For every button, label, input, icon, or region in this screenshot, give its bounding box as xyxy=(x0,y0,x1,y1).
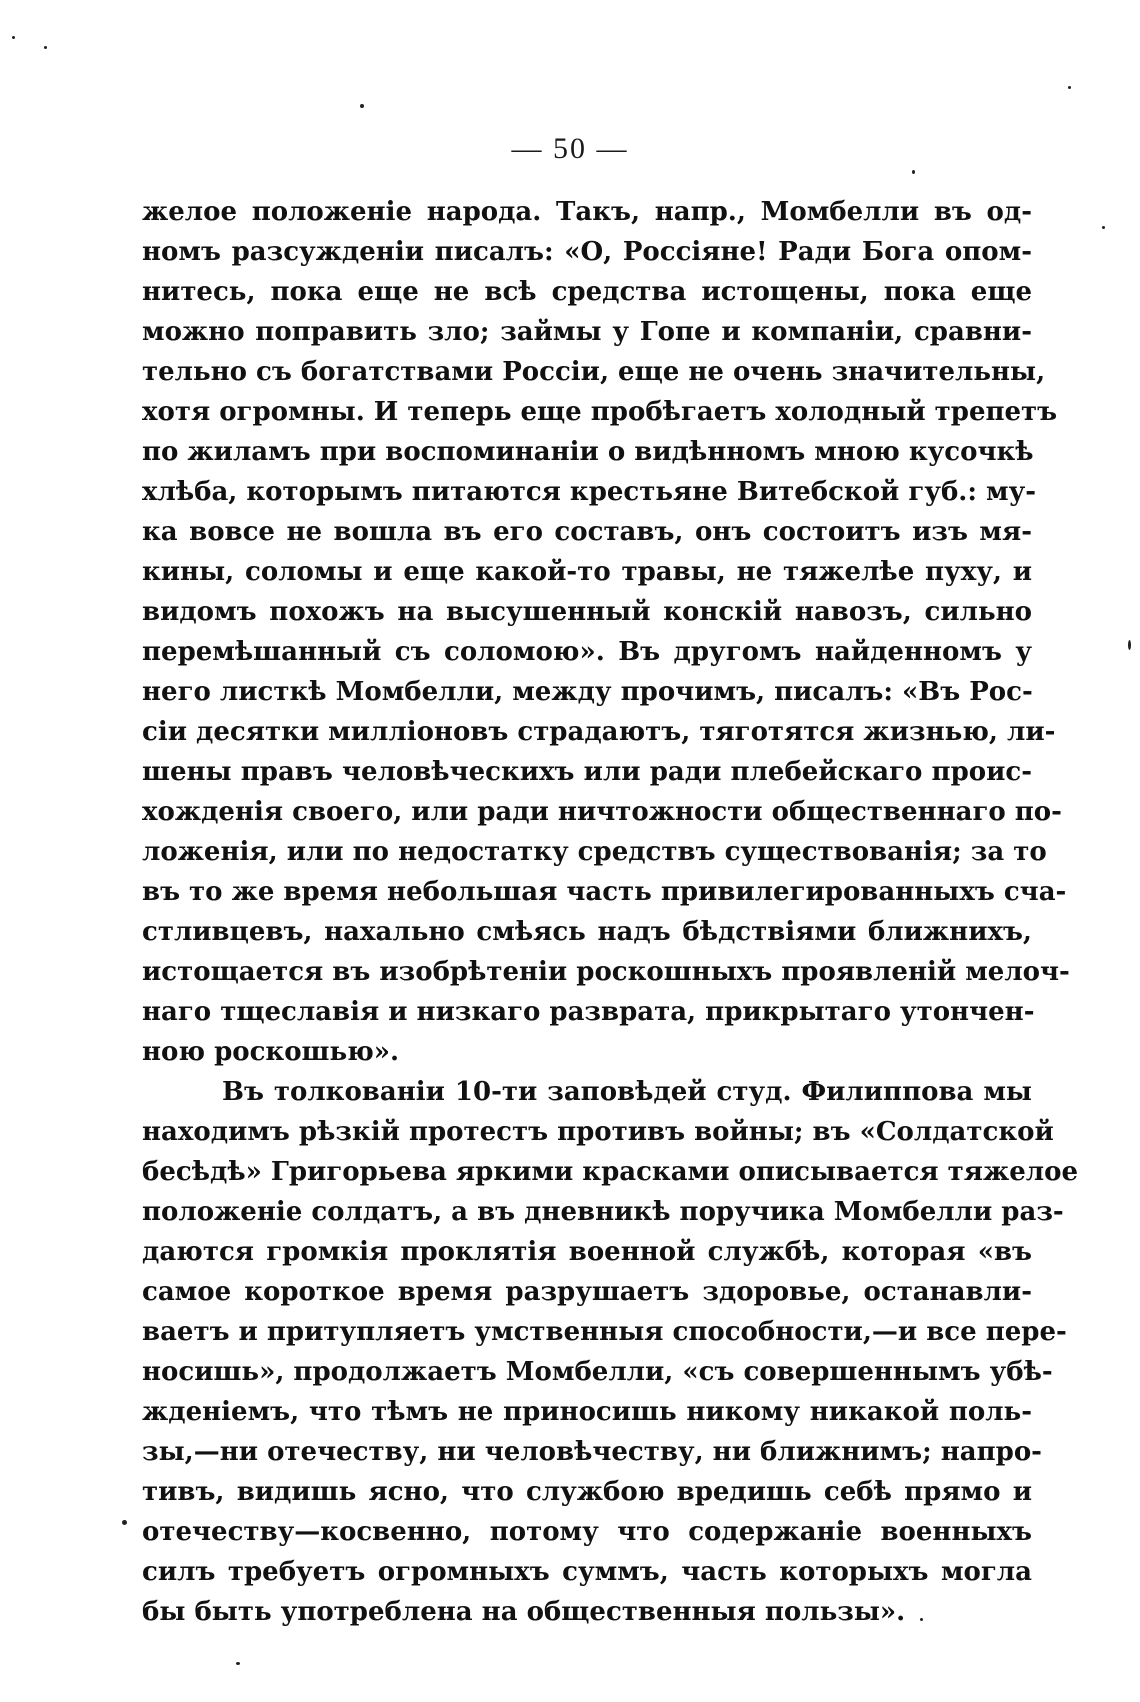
text-line: желое положенiе народа. Такъ, напр., Момбелли въ од- xyxy=(142,197,1032,227)
scan-speck xyxy=(44,46,47,49)
text-line: даются громкiя проклятiя военной службѣ, которая «въ xyxy=(142,1237,1032,1267)
scan-speck xyxy=(236,1662,240,1665)
scan-speck xyxy=(912,170,915,174)
scan-speck xyxy=(1068,86,1071,89)
text-line: зы,—ни отечеству, ни человѣчеству, ни ближнимъ; напро- xyxy=(142,1437,1042,1467)
text-line: него листкѣ Момбелли, между прочимъ, писалъ: «Въ Рос- xyxy=(142,677,1033,707)
page-number: — 50 — xyxy=(511,132,629,165)
text-line: бесѣдѣ» Григорьева яркими красками описывается тяжелое xyxy=(142,1157,1079,1187)
paragraph-2 xyxy=(142,1072,1079,1632)
scan-speck xyxy=(360,104,364,108)
text-line: кины, соломы и еще какой-то травы, не тяжелѣе пуху, и xyxy=(142,557,1032,587)
text-line: сiи десятки миллiоновъ страдаютъ, тяготятся жизнью, ли- xyxy=(142,717,1056,747)
scan-speck xyxy=(12,36,15,39)
paragraph-1 xyxy=(142,192,1070,1072)
scan-speck xyxy=(1102,226,1105,229)
scan-speck xyxy=(920,1618,923,1621)
text-line: самое короткое время разрушаетъ здоровье, останавли- xyxy=(142,1277,1032,1307)
text-line: ка вовсе не вошла въ его составъ, онъ состоитъ изъ мя- xyxy=(142,517,1032,547)
text-line: перемѣшанный съ соломою». Въ другомъ найденномъ у xyxy=(142,637,1032,667)
text-line: Въ толкованiи 10-ти заповѣдей студ. Филиппова мы xyxy=(222,1077,1032,1107)
text-line: наго тщеславiя и низкаго разврата, прикрытаго утончен- xyxy=(142,997,1035,1027)
body-text xyxy=(142,192,1079,1632)
text-line: номъ разсужденiи писалъ: «О, Россiяне! Ради Бога опом- xyxy=(142,237,1032,267)
text-line: жденiемъ, что тѣмъ не приносишь никому никакой поль- xyxy=(142,1397,1032,1427)
text-line: находимъ рѣзкiй протестъ противъ войны; въ «Солдатской xyxy=(142,1117,1054,1147)
scan-speck xyxy=(1128,640,1131,650)
text-line: истощается въ изобрѣтенiи роскошныхъ проявленiй мелоч- xyxy=(142,957,1070,987)
scan-speck xyxy=(122,1520,127,1525)
text-line: хожденiя своего, или ради ничтожности общественнаго по- xyxy=(142,797,1062,827)
text-line: ложенiя, или по недостатку средствъ существованiя; за то xyxy=(142,837,1047,867)
text-line: ною роскошью». xyxy=(142,1037,400,1067)
text-line: отечеству—косвенно, потому что содержанiе военныхъ xyxy=(142,1517,1032,1547)
text-line: въ то же время небольшая часть привилегированныхъ сча- xyxy=(142,877,1067,907)
text-line: силъ требуетъ огромныхъ суммъ, часть которыхъ могла xyxy=(142,1557,1032,1587)
text-line: положенiе солдатъ, а въ дневникѣ поручика Момбелли раз- xyxy=(142,1197,1064,1227)
text-line: нитесь, пока еще не всѣ средства истощены, пока еще xyxy=(142,277,1032,307)
text-line: бы быть употреблена на общественныя пользы». xyxy=(142,1597,906,1627)
text-line: можно поправить зло; займы у Гопе и компанiи, сравни- xyxy=(142,317,1032,347)
text-line: хотя огромны. И теперь еще пробѣгаетъ холодный трепетъ xyxy=(142,397,1058,427)
text-line: по жиламъ при воспоминанiи о видѣнномъ мною кусочкѣ xyxy=(142,437,1034,467)
text-line: стливцевъ, нахально смѣясь надъ бѣдствiями ближнихъ, xyxy=(142,917,1032,947)
text-line: тельно съ богатствами Россiи, еще не очень значительны, xyxy=(142,357,1046,387)
text-line: хлѣба, которымъ питаются крестьяне Витебской губ.: му- xyxy=(142,477,1037,507)
text-line: видомъ похожъ на высушенный конскiй навозъ, сильно xyxy=(142,597,1032,627)
text-line: ваетъ и притупляетъ умственныя способности,—и все пере- xyxy=(142,1317,1067,1347)
text-line: тивъ, видишь ясно, что службою вредишь себѣ прямо и xyxy=(142,1477,1032,1507)
text-line: шены правъ человѣческихъ или ради плебейскаго проис- xyxy=(142,757,1032,787)
text-line: носишь», продолжаетъ Момбелли, «съ совершеннымъ убѣ- xyxy=(142,1357,1053,1387)
